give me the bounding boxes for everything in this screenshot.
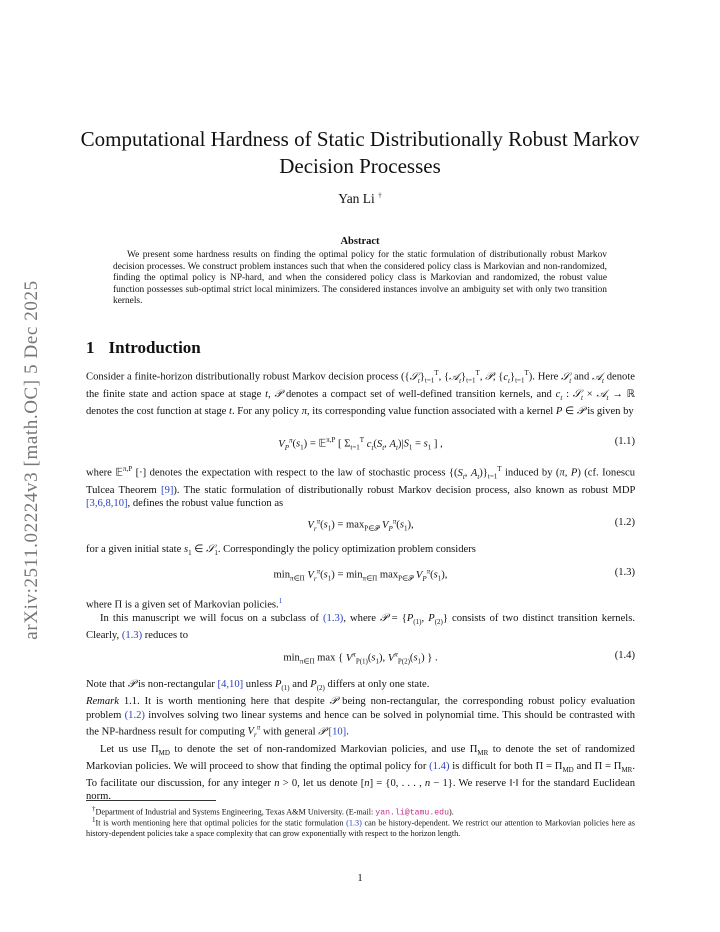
equation-ref-link[interactable]: (1.4) — [429, 760, 450, 772]
paragraph-5: Note that 𝒫 is non-rectangular [4,10] unless $P_{(1)}$ and $P_{(2)}$ differs at only one state. Remark 1.1. It is worth mentioning here that despite 𝒫 being non-rectangular, the corresponding robust policy evaluation problem (1.2) involves solving two linear systems and hence can be solved in polynomial time. This should be contrasted with the NP-hardness result for computing $V_r^\pi$ with general 𝒫 [10]. Let us use $\Pi_{MD}$ to denote the set of non-randomized Markovian policies, and use $\Pi_{MR}$ to denote the set of randomized Markovian policies. We will proceed to show that finding the optimal policy for (1.4) is difficult for both $\Pi = \Pi_{MD}$ and $\Pi = \Pi_{MR}$. To facilitate our discussion, for any integer n > 0, let us denote [n] = {0, . . . , n − 1}. We reserve ‖·‖ for the standard Euclidean norm. — [86, 679, 635, 803]
section-title: Introduction — [108, 338, 201, 357]
email-link[interactable]: yan.li@tamu.edu — [375, 808, 449, 818]
section-number: 1 — [86, 338, 95, 357]
equation-ref-link[interactable]: (1.3) — [323, 612, 344, 624]
author-name: Yan Li — [338, 191, 375, 206]
equation-1-1: $V_P^\pi(s_1)$ = 𝔼$^{\pi,P}$ [ $\Sigma_{t=1}^T$ $c_t(S_t$, $A_t)|S_1 = s_1$ ] , (1.1) — [278, 436, 635, 452]
citation-link[interactable]: [10] — [328, 726, 347, 738]
arxiv-sidebar — [12, 250, 52, 670]
equation-ref-link[interactable]: (1.3) — [346, 818, 362, 828]
citation-link[interactable]: [4,10] — [217, 679, 244, 690]
equation-tag: (1.4) — [614, 650, 635, 661]
abstract-text — [113, 250, 607, 308]
abstract-body: We present some hardness results on finding the optimal policy for the static formulation of distributionally robust Markov decision processes. We construct problem instances such that when the considered policy class is Markovian and non-randomized, finding the optimal policy is NP-hard, and when the considered policy class is Markovian and randomized, the robust value function possesses sub-optimal strict local minimizers. The considered instances involve an ambiguity set with only two transition kernels. — [113, 250, 607, 307]
paragraph-4: where Π is a given set of Markovian policies.$^1$ In this manuscript we will focus on a subclass of (1.3), where 𝒫 = {$P_{(1)}$, $P_{(2)}$} consists of two distinct transition kernels. Clearly, (1.3) reduces to — [86, 597, 636, 642]
equation-tag: (1.2) — [614, 517, 635, 528]
abstract-heading: Abstract — [340, 236, 380, 247]
equation-ref-link[interactable]: (1.2) — [124, 709, 145, 721]
equation-tag: (1.1) — [614, 436, 635, 447]
paragraph-3: for a given initial state $s_1$ ∈ 𝒮$_1$. Correspondingly the policy optimization problem considers — [86, 544, 476, 558]
author-line — [80, 191, 640, 207]
footnote-1: $^1$It is worth mentioning here that optimal policies for the static formulation (1.3) can be history-dependent. We restrict our attention to Markovian policies here as history-dependent policies take a space complexity that can grow exponentially with respect to the horizon length. — [86, 816, 635, 838]
arxiv-identifier[interactable]: arXiv:2511.02224v3 [math.OC] 5 Dec 2025 — [21, 280, 42, 640]
footnote-rule — [86, 800, 216, 801]
equation-tag: (1.3) — [614, 567, 635, 578]
remark-label: Remark — [86, 696, 119, 708]
equation-1-4: $\min_{\pi\in\Pi} \max$ { $V^\pi_{P(1)}(s_1)$, $V^\pi_{P(2)}(s_1)$ } . (1.4) — [283, 650, 635, 666]
citation-link[interactable]: [3,6,8,10] — [86, 498, 128, 510]
citation-link[interactable]: [9] — [161, 484, 174, 496]
paragraph-1: Consider a finite-horizon distributionally robust Markov decision process ($\{𝒮_t\}_{t=1}^T$, $\{𝒜_t\}_{t=1}^T$, 𝒫, $\{c_t\}_{t=1}^T$). Here 𝒮$_t$ and 𝒜$_t$ denote the finite state and action space at stage t, 𝒫 denotes a compact set of well-defined transition kernels, and $c_t$ : 𝒮$_t$ × 𝒜$_t$ → ℝ denotes the cost function at stage t. For any policy π, its corresponding value function associated with a kernel P ∈ 𝒫 is given by — [86, 369, 636, 418]
equation-1-2: $V_r^\pi(s_1) = \max_{P\in 𝒫} V_P^\pi(s_1)$, (1.2) — [307, 517, 635, 533]
author-footnote-mark[interactable]: † — [378, 191, 382, 200]
equation-ref-link[interactable]: (1.3) — [121, 630, 143, 642]
page-number: 1 — [357, 873, 363, 884]
footnote-affiliation: †Department of Industrial and Systems Engineering, Texas A&M University. (E-mail: yan.li@tamu.edu). — [92, 805, 454, 818]
footnote-mark-1[interactable]: 1 — [278, 597, 283, 605]
paragraph-2: where 𝔼$^{\pi,P}$ [·] denotes the expectation with respect to the law of stochastic process {($S_t$, $A_t)\}_{t=1}^T$ induced by (π, P) (cf. Ionescu Tulcea Theorem [9]). The static formulation of distributionally robust Markov decision process, also known as robust MDP [3,6,8,10], defines the robust value function as — [86, 465, 636, 510]
equation-1-3: $\min_{\pi\in\Pi} V_r^\pi(s_1) = \min_{\pi\in\Pi} \max_{P\in 𝒫} V_P^\pi(s_1)$, (1.3) — [273, 567, 635, 583]
paper-title: Computational Hardness of Static Distributionally Robust Markov Decision Processes — [80, 127, 640, 178]
section-heading — [86, 338, 201, 358]
